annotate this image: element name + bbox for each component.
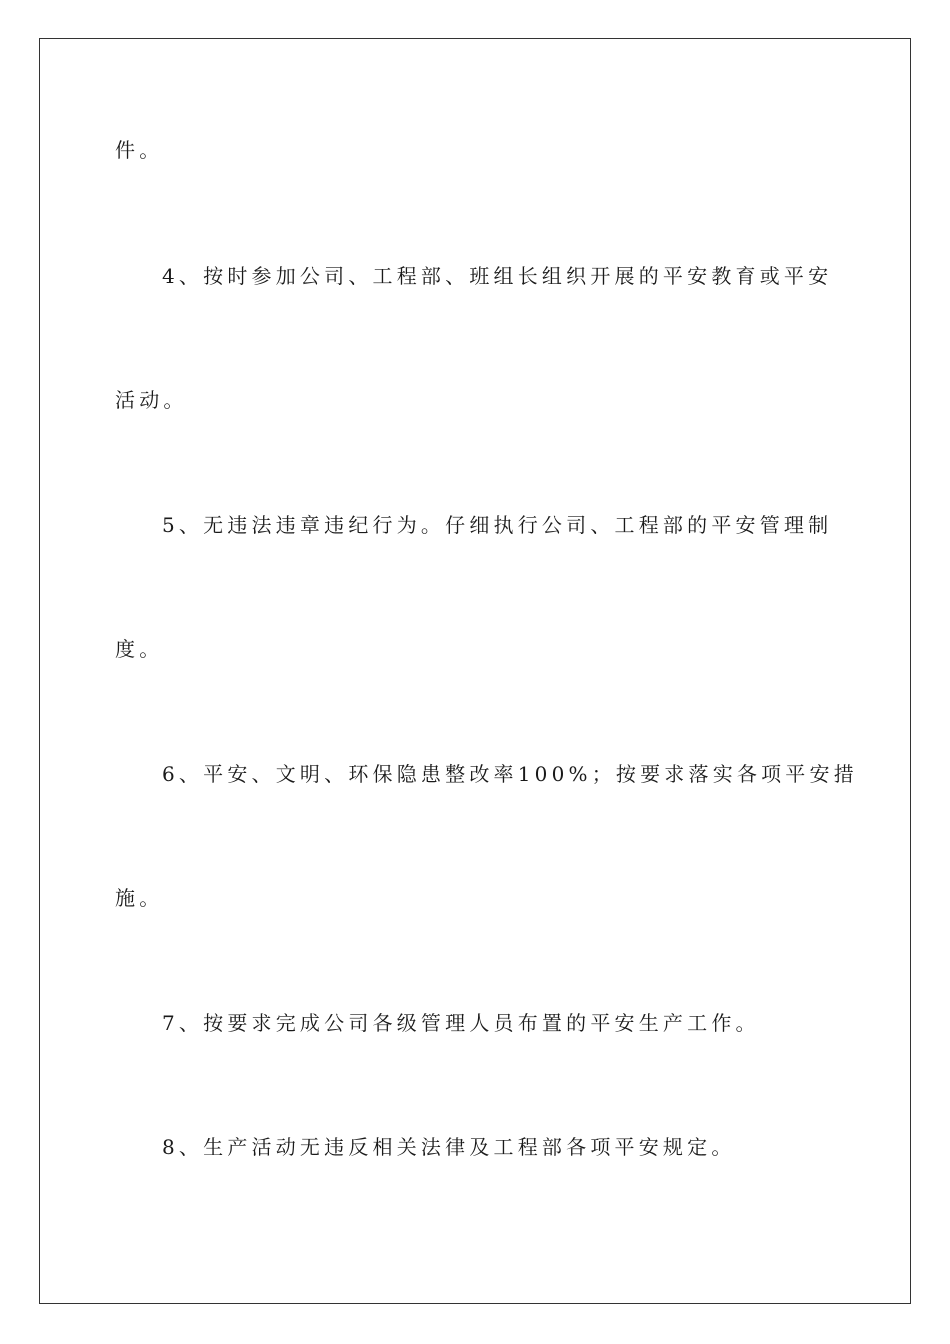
- paragraph-line-5: 度。: [115, 637, 164, 661]
- paragraph-line-2: 4、按时参加公司、工程部、班组长组织开展的平安教育或平安: [162, 264, 833, 288]
- page-border: [39, 38, 911, 1304]
- paragraph-line-1: 件。: [115, 138, 164, 162]
- paragraph-line-8: 7、按要求完成公司各级管理人员布置的平安生产工作。: [162, 1011, 760, 1035]
- paragraph-line-7: 施。: [115, 886, 164, 910]
- paragraph-line-6: 6、平安、文明、环保隐患整改率100%；按要求落实各项平安措: [162, 762, 858, 786]
- paragraph-line-9: 8、生产活动无违反相关法律及工程部各项平安规定。: [162, 1135, 736, 1159]
- paragraph-line-4: 5、无违法违章违纪行为。仔细执行公司、工程部的平安管理制: [162, 513, 833, 537]
- paragraph-line-3: 活动。: [115, 388, 188, 412]
